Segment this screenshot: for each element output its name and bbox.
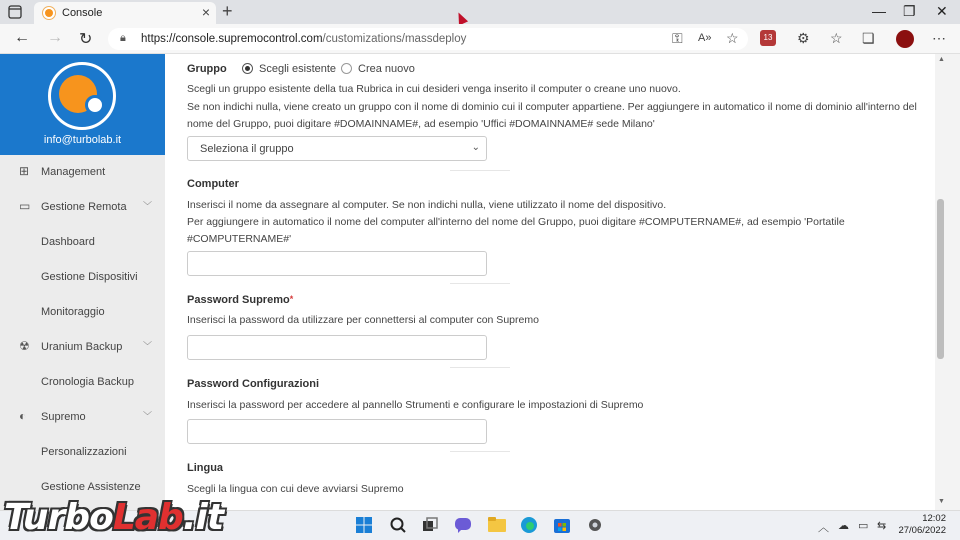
divider bbox=[450, 451, 510, 452]
supremo-logo-dot bbox=[85, 95, 105, 115]
radiation-icon: ☢ bbox=[19, 339, 30, 353]
sidebar-item-uranium-backup[interactable] bbox=[0, 333, 165, 361]
windows-start-icon[interactable] bbox=[355, 516, 375, 536]
computer-input[interactable] bbox=[187, 251, 487, 276]
sidebar-header bbox=[0, 54, 165, 155]
sidebar-item-label: Monitoraggio bbox=[41, 306, 105, 318]
sidebar-item-label: Gestione Remota bbox=[41, 201, 127, 213]
lingua-help: Scegli la lingua con cui deve avviarsi Supremo bbox=[187, 483, 404, 495]
password-config-input[interactable] bbox=[187, 419, 487, 444]
password-supremo-label-text: Password Supremo bbox=[187, 294, 290, 306]
computer-help-2: Per aggiungere in automatico il nome del computer all'interno del nome del Gruppo, puoi digitare #COMPUTERNAME#, ad esempio 'Portatile #COMPUTERNAME#' bbox=[187, 216, 845, 245]
favorites-icon[interactable]: ☆ bbox=[830, 30, 843, 46]
turbolab-watermark bbox=[4, 497, 223, 538]
sidebar-item-label: Management bbox=[41, 166, 106, 178]
sidebar-item-cronologia-backup[interactable] bbox=[0, 368, 165, 396]
sidebar-item-label: Personalizzazioni bbox=[41, 446, 127, 458]
clock-date: 27/06/2022 bbox=[898, 525, 946, 536]
sidebar-item-label: Uranium Backup bbox=[41, 341, 123, 353]
scrollbar-thumb[interactable] bbox=[937, 199, 944, 359]
password-config-help: Inserisci la password per accedere al pannello Strumenti e configurare le impostazioni di Supremo bbox=[187, 399, 644, 411]
favorite-add-icon[interactable]: ☆ bbox=[726, 30, 739, 46]
chevron-down-icon: ⌄ bbox=[471, 142, 480, 153]
watermark-part-3: .it bbox=[182, 497, 224, 538]
browser-tab[interactable] bbox=[34, 2, 216, 24]
key-icon[interactable]: ⚿ bbox=[672, 30, 683, 46]
tab-actions-icon[interactable] bbox=[8, 5, 22, 19]
user-email: info@turbolab.it bbox=[43, 134, 122, 146]
sidebar-item-monitoraggio[interactable] bbox=[0, 298, 165, 326]
teams-chat-icon[interactable] bbox=[454, 516, 474, 536]
tab-close-icon[interactable]: × bbox=[201, 4, 210, 20]
sidebar-item-gestione-dispositivi[interactable] bbox=[0, 263, 165, 291]
required-mark: * bbox=[289, 294, 294, 304]
sidebar-item-supremo[interactable] bbox=[0, 403, 165, 431]
divider bbox=[450, 170, 510, 171]
radio-scegli-esistente-label[interactable]: Scegli esistente bbox=[259, 63, 337, 75]
extension-badge-icon[interactable] bbox=[760, 30, 776, 46]
lock-icon[interactable]: 🔒︎ bbox=[120, 32, 126, 44]
sidebar-item-management[interactable] bbox=[0, 158, 165, 186]
refresh-icon[interactable]: ↻ bbox=[79, 31, 93, 48]
radio-crea-nuovo-label[interactable]: Crea nuovo bbox=[358, 63, 415, 75]
tab-title: Console bbox=[62, 7, 103, 19]
computer-help-1: Inserisci il nome da assegnare al computer. Se non indichi nulla, viene utilizzato il nome del dispositivo. bbox=[187, 199, 667, 211]
url-text: https://console.supremocontrol.com/customizations/massdeploy bbox=[141, 33, 467, 45]
task-view-icon[interactable] bbox=[421, 516, 441, 536]
password-supremo-input[interactable] bbox=[187, 335, 487, 360]
sidebar-item-gestione-remota[interactable] bbox=[0, 193, 165, 221]
lingua-label: Lingua bbox=[187, 462, 224, 474]
sidebar-item-label: Cronologia Backup bbox=[41, 376, 134, 388]
read-aloud-icon[interactable]: A» bbox=[698, 32, 712, 44]
chevron-up-icon[interactable]: ︿ bbox=[818, 522, 829, 534]
window-close-icon[interactable]: ✕ bbox=[936, 3, 948, 19]
minimize-icon[interactable]: — bbox=[872, 3, 886, 19]
url-bar[interactable] bbox=[108, 28, 748, 50]
monitor-icon: ▭ bbox=[19, 199, 31, 213]
chevron-down-icon: ﹀ bbox=[143, 201, 153, 211]
main-content bbox=[165, 54, 935, 510]
network-icon[interactable]: ⇆ bbox=[877, 520, 887, 532]
browser-tab-bar bbox=[0, 0, 960, 24]
gruppo-label: Gruppo bbox=[187, 63, 227, 75]
radio-crea-nuovo[interactable] bbox=[341, 63, 352, 74]
settings-gear-icon[interactable] bbox=[586, 516, 606, 536]
extension-badge-count: 13 bbox=[763, 33, 773, 42]
gruppo-select[interactable] bbox=[187, 136, 487, 161]
more-icon[interactable]: ⋯ bbox=[932, 30, 946, 46]
sidebar-item-personalizzazioni[interactable] bbox=[0, 438, 165, 466]
supremo-icon: ◐ bbox=[19, 409, 27, 423]
scroll-up-icon[interactable]: ▲ bbox=[938, 56, 945, 63]
profile-avatar[interactable] bbox=[896, 30, 914, 48]
password-supremo-help: Inserisci la password da utilizzare per connettersi al computer con Supremo bbox=[187, 314, 539, 326]
chevron-down-icon: ﹀ bbox=[143, 411, 153, 421]
user-avatar[interactable] bbox=[48, 62, 116, 130]
page-scrollbar[interactable] bbox=[935, 54, 960, 510]
radio-scegli-esistente[interactable] bbox=[242, 63, 253, 74]
back-icon[interactable]: ← bbox=[14, 29, 30, 46]
divider bbox=[450, 283, 510, 284]
supremo-favicon-icon bbox=[42, 6, 56, 20]
password-supremo-label bbox=[187, 294, 293, 306]
sidebar bbox=[0, 54, 165, 510]
gruppo-help-2: Se non indichi nulla, viene creato un gruppo con il nome di dominio cui il computer appartiene. Per aggiungere in automatico il nome di dominio all'interno del nome del Gruppo, puoi digitare #DOMAINNAME#, ad esempio 'Uffici #DOMAINNAME# sede Milano' bbox=[187, 101, 917, 130]
chevron-down-icon: ﹀ bbox=[143, 341, 153, 351]
sidebar-item-label: Gestione Dispositivi bbox=[41, 271, 138, 283]
system-clock[interactable] bbox=[896, 513, 946, 537]
computer-label: Computer bbox=[187, 178, 239, 190]
sidebar-item-label: Dashboard bbox=[41, 236, 95, 248]
forward-icon[interactable]: → bbox=[47, 29, 63, 46]
new-tab-icon[interactable]: + bbox=[222, 1, 233, 21]
restore-icon[interactable]: ❐ bbox=[903, 3, 916, 19]
divider bbox=[450, 367, 510, 368]
onedrive-cloud-icon[interactable]: ☁ bbox=[838, 520, 849, 532]
display-icon[interactable]: ▭ bbox=[858, 520, 869, 532]
clock-time: 12:02 bbox=[922, 513, 946, 524]
collections-icon[interactable]: ❏ bbox=[862, 30, 875, 46]
watermark-part-1: Turbo bbox=[4, 497, 113, 538]
gruppo-select-value: Seleziona il gruppo bbox=[200, 143, 294, 155]
search-icon[interactable] bbox=[389, 516, 409, 536]
extensions-icon[interactable]: ⚙ bbox=[797, 30, 810, 46]
address-toolbar bbox=[0, 24, 960, 54]
edge-icon[interactable] bbox=[520, 516, 540, 536]
password-config-label: Password Configurazioni bbox=[187, 378, 320, 390]
sidebar-item-label: Gestione Assistenze bbox=[41, 481, 141, 493]
watermark-part-2: Lab bbox=[112, 497, 183, 538]
scroll-down-icon[interactable]: ▼ bbox=[938, 498, 945, 505]
file-explorer-icon[interactable] bbox=[487, 516, 507, 536]
sidebar-item-label: Supremo bbox=[41, 411, 86, 423]
sidebar-item-dashboard[interactable] bbox=[0, 228, 165, 256]
store-icon[interactable] bbox=[553, 516, 573, 536]
gruppo-help-1: Scegli un gruppo esistente della tua Rubrica in cui desideri venga inserito il computer o creane uno nuovo. bbox=[187, 83, 681, 95]
sitemap-icon: ⊞ bbox=[19, 164, 30, 178]
